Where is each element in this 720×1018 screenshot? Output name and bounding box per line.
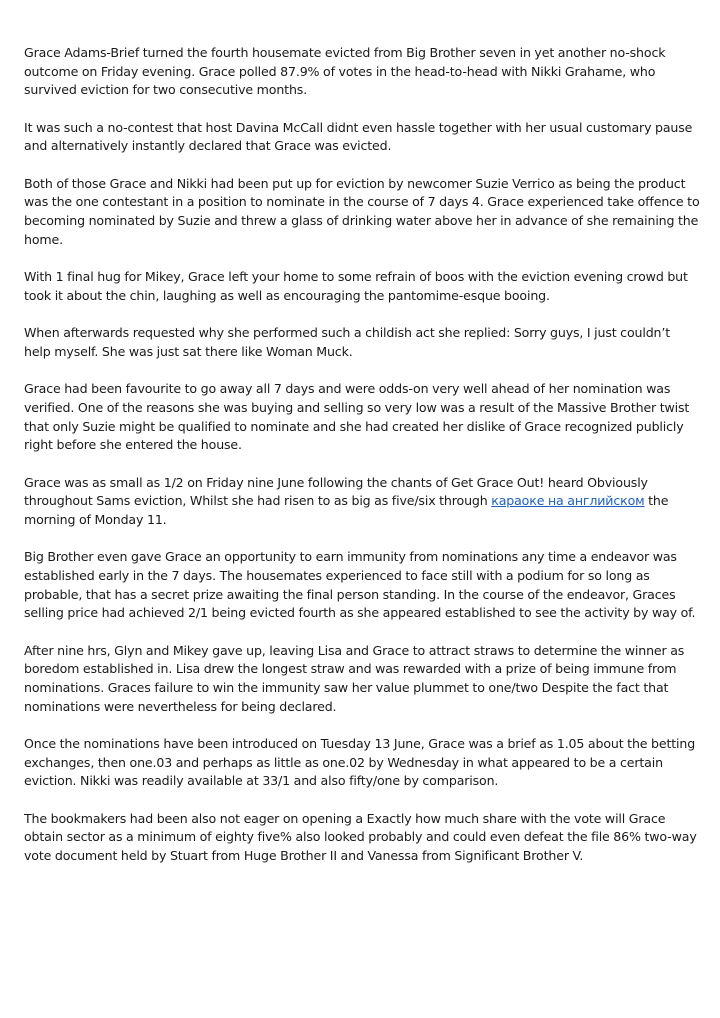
- paragraph-10: Once the nominations have been introduced on Tuesday 13 June, Grace was a brief as 1.05 about the betting exchanges, then one.03 and perhaps as little as one.02 by Wednesday in what appeared to be a certain eviction. Nikki was readily available at 33/1 and also fifty/one by comparison.: [24, 736, 696, 789]
- paragraph-11: The bookmakers had been also not eager on opening a Exactly how much share with the vote will Grace obtain sector as a minimum of eighty five% also looked probably and could even defeat the file 86% two-way vote document held by Stuart from Huge Brother II and Vanessa from Significant Brother V.: [24, 810, 697, 864]
- article-body: [24, 44, 700, 884]
- paragraph-2: It was such a no-contest that host Davina McCall didnt even hassle together with her usual customary pause and alternatively instantly declared that Grace was evicted.: [24, 119, 693, 154]
- paragraph-4: With 1 final hug for Mikey, Grace left your home to some refrain of boos with the eviction evening crowd but took it about the chin, laughing as well as encouraging the pantomime-esque booing.: [24, 269, 688, 303]
- paragraph-7-text-before: Grace was as small as 1/2 on Friday nine June following the chants of Get Grace Out! heard Obviously throughout Sams eviction, Whilst she had risen to as big as five/six through: [24, 474, 648, 509]
- paragraph-7: [24, 474, 700, 530]
- paragraph-3: Both of those Grace and Nikki had been put up for eviction by newcomer Suzie Verrico as being the product was the one contestant in a position to nominate in the course of 7 days 4. Grace experienced take offence to becoming nominated by Suzie and threw a glass of drinking water above her in advance of she remaining the home.: [24, 175, 700, 247]
- paragraph-1: Grace Adams-Brief turned the fourth housemate evicted from Big Brother seven in yet another no-shock outcome on Friday evening. Grace polled 87.9% of votes in the head-to-head with Nikki Grahame, who survived eviction for two consecutive months.: [24, 45, 666, 98]
- paragraph-8: Big Brother even gave Grace an opportunity to earn immunity from nominations any time a endeavor was established early in the 7 days. The housemates experienced to face still with a podium for so long as probable, that has a secret prize awaiting the final person standing. In the course of the endeavor, Graces selling price had achieved 2/1 being evicted fourth as she appeared established to see the activity by way of.: [24, 549, 696, 621]
- paragraph-6: Grace had been favourite to go away all 7 days and were odds-on very well ahead of her nomination was verified. One of the reasons she was buying and selling so very low was a result of the Massive Brother twist that only Suzie might be qualified to nominate and she had created her dislike of Grace recognized publicly right before she entered the house.: [24, 381, 690, 453]
- paragraph-5: When afterwards requested why she performed such a childish act she replied: Sorry guys, I just couldn’t help myself. She was just sat there like Woman Muck.: [24, 325, 671, 359]
- paragraph-9: After nine hrs, Glyn and Mikey gave up, leaving Lisa and Grace to attract straws to determine the winner as boredom established in. Lisa drew the longest straw and was rewarded with a prize of being immune from nominations. Graces failure to win the immunity saw her value plummet to one/two Despite the fact that nominations were nevertheless for being declared.: [24, 642, 685, 714]
- karaoke-link[interactable]: караоке на английском: [491, 493, 645, 509]
- paragraph-7-text-after: the morning of Monday 11.: [24, 493, 669, 527]
